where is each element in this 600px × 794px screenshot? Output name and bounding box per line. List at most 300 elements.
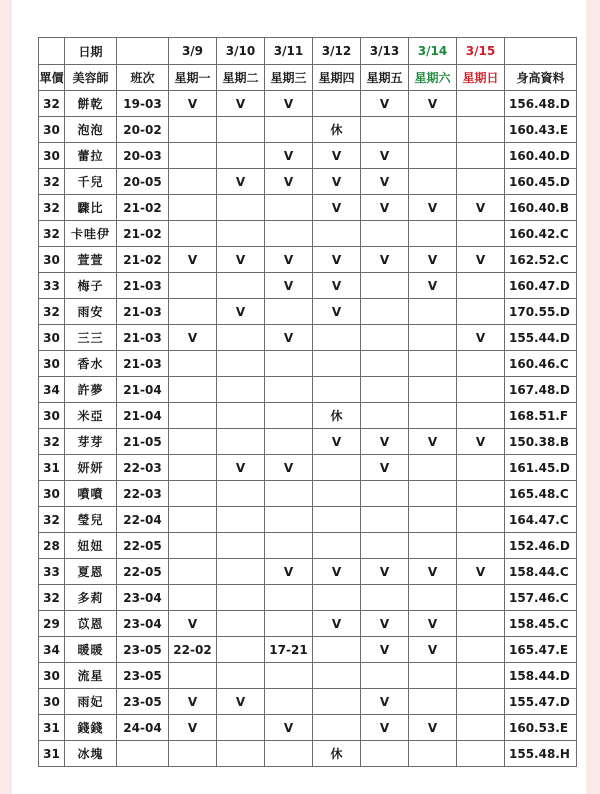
day-cell: [169, 169, 217, 195]
day-cell: [217, 143, 265, 169]
table-row: [39, 507, 577, 533]
table-row: [39, 611, 577, 637]
table-row: [39, 741, 577, 767]
day-cell: [409, 143, 457, 169]
class-cell: 21-04: [117, 377, 169, 403]
column-header-row: [39, 65, 577, 91]
day-cell: [361, 221, 409, 247]
beautician-name: 餅乾: [65, 91, 117, 117]
price-cell: 30: [39, 143, 65, 169]
class-cell: 23-05: [117, 689, 169, 715]
info-cell: 157.46.C: [505, 585, 577, 611]
beautician-name: 瑩兒: [65, 507, 117, 533]
day-cell: [409, 455, 457, 481]
day-cell: [313, 689, 361, 715]
table-row: [39, 351, 577, 377]
day-cell: V: [313, 143, 361, 169]
info-cell: 155.47.D: [505, 689, 577, 715]
day-cell: [313, 221, 361, 247]
price-cell: 31: [39, 715, 65, 741]
info-cell: 162.52.C: [505, 247, 577, 273]
info-cell: 160.43.E: [505, 117, 577, 143]
class-cell: 22-03: [117, 481, 169, 507]
day-cell: [409, 689, 457, 715]
day-cell: [265, 741, 313, 767]
day-cell: V: [361, 429, 409, 455]
table-row: [39, 117, 577, 143]
price-header: 單價: [39, 65, 65, 91]
table-row: [39, 377, 577, 403]
class-cell: 21-03: [117, 351, 169, 377]
table-row: [39, 585, 577, 611]
day-cell: [457, 377, 505, 403]
class-cell: 20-02: [117, 117, 169, 143]
class-cell: 21-05: [117, 429, 169, 455]
day-cell: [457, 221, 505, 247]
day-cell: V: [313, 611, 361, 637]
day-cell: [313, 91, 361, 117]
day-cell: [265, 403, 313, 429]
beautician-name: 夏恩: [65, 559, 117, 585]
day-cell: [457, 169, 505, 195]
info-cell: 160.47.D: [505, 273, 577, 299]
day-cell: [361, 481, 409, 507]
table-row: [39, 429, 577, 455]
day-cell: [217, 481, 265, 507]
day-cell: [169, 143, 217, 169]
day-cell: [409, 481, 457, 507]
beautician-name: 許夢: [65, 377, 117, 403]
day-cell: V: [265, 143, 313, 169]
price-cell: 32: [39, 299, 65, 325]
table-row: [39, 247, 577, 273]
day-cell: [217, 351, 265, 377]
day-cell: [217, 715, 265, 741]
day-cell: V: [409, 195, 457, 221]
beautician-name: 暖暖: [65, 637, 117, 663]
day-cell: [217, 195, 265, 221]
class-cell: 20-05: [117, 169, 169, 195]
day-cell: V: [361, 195, 409, 221]
class-cell: 21-03: [117, 325, 169, 351]
day-cell: [217, 507, 265, 533]
beautician-name: 噴噴: [65, 481, 117, 507]
price-cell: 34: [39, 637, 65, 663]
day-cell: [169, 585, 217, 611]
day-cell: V: [409, 715, 457, 741]
info-cell: 156.48.D: [505, 91, 577, 117]
day-cell: [409, 507, 457, 533]
day-cell: [457, 715, 505, 741]
weekday-header: 星期日: [457, 65, 505, 91]
day-cell: [217, 741, 265, 767]
class-cell: 19-03: [117, 91, 169, 117]
day-cell: V: [361, 637, 409, 663]
class-cell: [117, 741, 169, 767]
day-cell: V: [217, 247, 265, 273]
day-cell: V: [457, 247, 505, 273]
day-cell: V: [457, 559, 505, 585]
day-cell: [217, 429, 265, 455]
day-cell: V: [265, 325, 313, 351]
day-cell: V: [361, 689, 409, 715]
day-cell: [217, 117, 265, 143]
class-cell: 22-03: [117, 455, 169, 481]
beautician-name: 妍妍: [65, 455, 117, 481]
day-cell: V: [361, 715, 409, 741]
day-cell: [265, 689, 313, 715]
class-cell: 23-05: [117, 637, 169, 663]
info-cell: 155.48.H: [505, 741, 577, 767]
day-cell: [313, 325, 361, 351]
day-cell: V: [265, 91, 313, 117]
info-cell: 160.40.B: [505, 195, 577, 221]
price-cell: 31: [39, 741, 65, 767]
beautician-name: 梅子: [65, 273, 117, 299]
day-cell: [361, 299, 409, 325]
table-row: [39, 689, 577, 715]
beautician-name: 香水: [65, 351, 117, 377]
day-cell: [265, 117, 313, 143]
price-cell: 30: [39, 325, 65, 351]
day-cell: [457, 637, 505, 663]
day-cell: 休: [313, 117, 361, 143]
day-cell: [457, 507, 505, 533]
day-cell: [409, 663, 457, 689]
day-cell: [265, 299, 313, 325]
schedule-sheet: [12, 0, 586, 794]
day-cell: 休: [313, 403, 361, 429]
beautician-name: 泡泡: [65, 117, 117, 143]
day-cell: [313, 533, 361, 559]
day-cell: [217, 377, 265, 403]
beautician-name: 蕾拉: [65, 143, 117, 169]
day-cell: V: [217, 455, 265, 481]
class-cell: 21-02: [117, 195, 169, 221]
day-cell: [217, 559, 265, 585]
class-cell: 23-05: [117, 663, 169, 689]
table-row: [39, 91, 577, 117]
day-cell: V: [313, 247, 361, 273]
info-cell: 160.53.E: [505, 715, 577, 741]
day-cell: V: [409, 559, 457, 585]
day-cell: V: [313, 195, 361, 221]
info-cell: 158.44.C: [505, 559, 577, 585]
day-cell: V: [361, 611, 409, 637]
table-row: [39, 715, 577, 741]
beautician-name: 萱萱: [65, 247, 117, 273]
day-cell: [265, 429, 313, 455]
day-cell: [409, 351, 457, 377]
price-cell: 33: [39, 559, 65, 585]
day-cell: [265, 507, 313, 533]
info-cell: 160.45.D: [505, 169, 577, 195]
day-cell: [457, 741, 505, 767]
table-row: [39, 533, 577, 559]
weekday-header: 星期四: [313, 65, 361, 91]
price-cell: 29: [39, 611, 65, 637]
price-cell: 34: [39, 377, 65, 403]
day-cell: [169, 741, 217, 767]
day-cell: 22-02: [169, 637, 217, 663]
day-cell: [265, 585, 313, 611]
price-cell: 30: [39, 403, 65, 429]
day-cell: [457, 299, 505, 325]
day-cell: [361, 507, 409, 533]
day-cell: [169, 481, 217, 507]
info-cell: 160.42.C: [505, 221, 577, 247]
day-date: 3/11: [265, 38, 313, 65]
day-date: 3/10: [217, 38, 265, 65]
price-cell: 31: [39, 455, 65, 481]
day-cell: V: [361, 143, 409, 169]
day-cell: V: [409, 273, 457, 299]
day-cell: [169, 377, 217, 403]
day-cell: [169, 455, 217, 481]
day-cell: [361, 325, 409, 351]
table-row: [39, 663, 577, 689]
day-cell: [457, 273, 505, 299]
beautician-name: 卡哇伊: [65, 221, 117, 247]
day-cell: [361, 533, 409, 559]
beautician-header: 美容師: [65, 65, 117, 91]
beautician-name: 雨安: [65, 299, 117, 325]
day-cell: [409, 377, 457, 403]
price-cell: 28: [39, 533, 65, 559]
day-cell: [361, 273, 409, 299]
info-cell: 152.46.D: [505, 533, 577, 559]
day-cell: V: [217, 299, 265, 325]
price-cell: 32: [39, 585, 65, 611]
day-cell: V: [313, 273, 361, 299]
beautician-name: 流星: [65, 663, 117, 689]
day-cell: V: [265, 169, 313, 195]
day-cell: [313, 637, 361, 663]
day-cell: [265, 663, 313, 689]
weekday-header: 星期六: [409, 65, 457, 91]
day-cell: [217, 585, 265, 611]
table-row: [39, 325, 577, 351]
schedule-table: [38, 37, 577, 767]
day-cell: [217, 637, 265, 663]
day-cell: [217, 663, 265, 689]
table-row: [39, 273, 577, 299]
table-row: [39, 637, 577, 663]
price-cell: 32: [39, 507, 65, 533]
day-cell: V: [265, 247, 313, 273]
day-date: 3/13: [361, 38, 409, 65]
day-cell: [457, 403, 505, 429]
day-cell: [457, 117, 505, 143]
class-cell: 23-04: [117, 585, 169, 611]
table-row: [39, 221, 577, 247]
day-cell: [265, 351, 313, 377]
info-cell: 158.44.D: [505, 663, 577, 689]
day-cell: [361, 741, 409, 767]
day-cell: [457, 689, 505, 715]
day-cell: [217, 325, 265, 351]
day-cell: [457, 533, 505, 559]
price-cell: 30: [39, 689, 65, 715]
day-cell: [313, 351, 361, 377]
day-cell: [169, 533, 217, 559]
day-cell: V: [169, 325, 217, 351]
day-cell: [361, 585, 409, 611]
day-cell: V: [361, 91, 409, 117]
day-cell: 17-21: [265, 637, 313, 663]
day-cell: V: [265, 273, 313, 299]
day-date: 3/14: [409, 38, 457, 65]
beautician-name: 三三: [65, 325, 117, 351]
day-cell: [217, 611, 265, 637]
day-cell: V: [169, 91, 217, 117]
day-cell: V: [361, 169, 409, 195]
day-cell: V: [361, 247, 409, 273]
day-date: 3/15: [457, 38, 505, 65]
beautician-name: 錢錢: [65, 715, 117, 741]
day-cell: 休: [313, 741, 361, 767]
day-cell: V: [217, 91, 265, 117]
day-cell: [361, 117, 409, 143]
day-cell: [313, 585, 361, 611]
day-cell: [409, 741, 457, 767]
day-cell: [457, 611, 505, 637]
day-cell: [409, 117, 457, 143]
day-cell: V: [457, 195, 505, 221]
day-cell: [409, 403, 457, 429]
day-cell: [409, 585, 457, 611]
info-cell: 161.45.D: [505, 455, 577, 481]
day-cell: [409, 221, 457, 247]
day-cell: V: [313, 169, 361, 195]
day-cell: [361, 377, 409, 403]
day-cell: [361, 351, 409, 377]
day-cell: [313, 715, 361, 741]
day-cell: [169, 559, 217, 585]
price-cell: 30: [39, 117, 65, 143]
class-header: 班次: [117, 65, 169, 91]
info-cell: 168.51.F: [505, 403, 577, 429]
info-cell: 155.44.D: [505, 325, 577, 351]
day-cell: V: [409, 429, 457, 455]
day-cell: V: [313, 429, 361, 455]
class-cell: 21-02: [117, 247, 169, 273]
beautician-name: 驟比: [65, 195, 117, 221]
day-cell: V: [313, 559, 361, 585]
date-header-row: [39, 38, 577, 65]
table-row: [39, 169, 577, 195]
day-cell: [457, 663, 505, 689]
day-cell: [313, 481, 361, 507]
price-cell: 30: [39, 351, 65, 377]
day-cell: [409, 169, 457, 195]
day-cell: V: [457, 429, 505, 455]
day-cell: [169, 429, 217, 455]
day-date: 3/12: [313, 38, 361, 65]
class-cell: 20-03: [117, 143, 169, 169]
day-cell: [217, 403, 265, 429]
price-cell: 30: [39, 481, 65, 507]
day-cell: V: [361, 455, 409, 481]
beautician-name: 多莉: [65, 585, 117, 611]
day-cell: [457, 351, 505, 377]
info-cell: 160.40.D: [505, 143, 577, 169]
day-cell: [169, 117, 217, 143]
info-cell: 165.48.C: [505, 481, 577, 507]
day-cell: V: [217, 689, 265, 715]
day-cell: [457, 481, 505, 507]
day-cell: [265, 377, 313, 403]
info-cell: 167.48.D: [505, 377, 577, 403]
table-row: [39, 195, 577, 221]
info-cell: 170.55.D: [505, 299, 577, 325]
table-row: [39, 403, 577, 429]
day-cell: V: [409, 247, 457, 273]
day-cell: [457, 91, 505, 117]
day-cell: V: [169, 689, 217, 715]
day-cell: [409, 325, 457, 351]
day-cell: [313, 377, 361, 403]
day-cell: V: [409, 611, 457, 637]
class-cell: 23-04: [117, 611, 169, 637]
day-cell: [217, 221, 265, 247]
table-row: [39, 143, 577, 169]
info-cell: 165.47.E: [505, 637, 577, 663]
beautician-name: 妞妞: [65, 533, 117, 559]
blank-header-cell: [505, 38, 577, 65]
day-cell: V: [265, 715, 313, 741]
day-cell: [217, 273, 265, 299]
day-cell: [169, 403, 217, 429]
day-cell: [217, 533, 265, 559]
weekday-header: 星期二: [217, 65, 265, 91]
day-cell: [361, 663, 409, 689]
beautician-name: 冰塊: [65, 741, 117, 767]
info-header: 身高資料: [505, 65, 577, 91]
table-row: [39, 481, 577, 507]
day-cell: V: [409, 637, 457, 663]
day-cell: [313, 663, 361, 689]
day-cell: [265, 611, 313, 637]
weekday-header: 星期三: [265, 65, 313, 91]
class-cell: 22-05: [117, 533, 169, 559]
beautician-name: 米亞: [65, 403, 117, 429]
day-cell: [265, 481, 313, 507]
day-cell: [265, 221, 313, 247]
day-cell: [457, 455, 505, 481]
table-row: [39, 559, 577, 585]
day-cell: [169, 273, 217, 299]
day-cell: [265, 195, 313, 221]
class-cell: 21-02: [117, 221, 169, 247]
info-cell: 158.45.C: [505, 611, 577, 637]
day-cell: [169, 299, 217, 325]
day-cell: [313, 455, 361, 481]
day-date: 3/9: [169, 38, 217, 65]
beautician-name: 苡恩: [65, 611, 117, 637]
day-cell: V: [409, 91, 457, 117]
price-cell: 32: [39, 169, 65, 195]
day-cell: V: [169, 247, 217, 273]
day-cell: [169, 663, 217, 689]
class-cell: 22-04: [117, 507, 169, 533]
day-cell: [361, 403, 409, 429]
price-cell: 32: [39, 429, 65, 455]
blank-header-cell: [117, 38, 169, 65]
price-cell: 30: [39, 247, 65, 273]
day-cell: [409, 533, 457, 559]
class-cell: 21-04: [117, 403, 169, 429]
